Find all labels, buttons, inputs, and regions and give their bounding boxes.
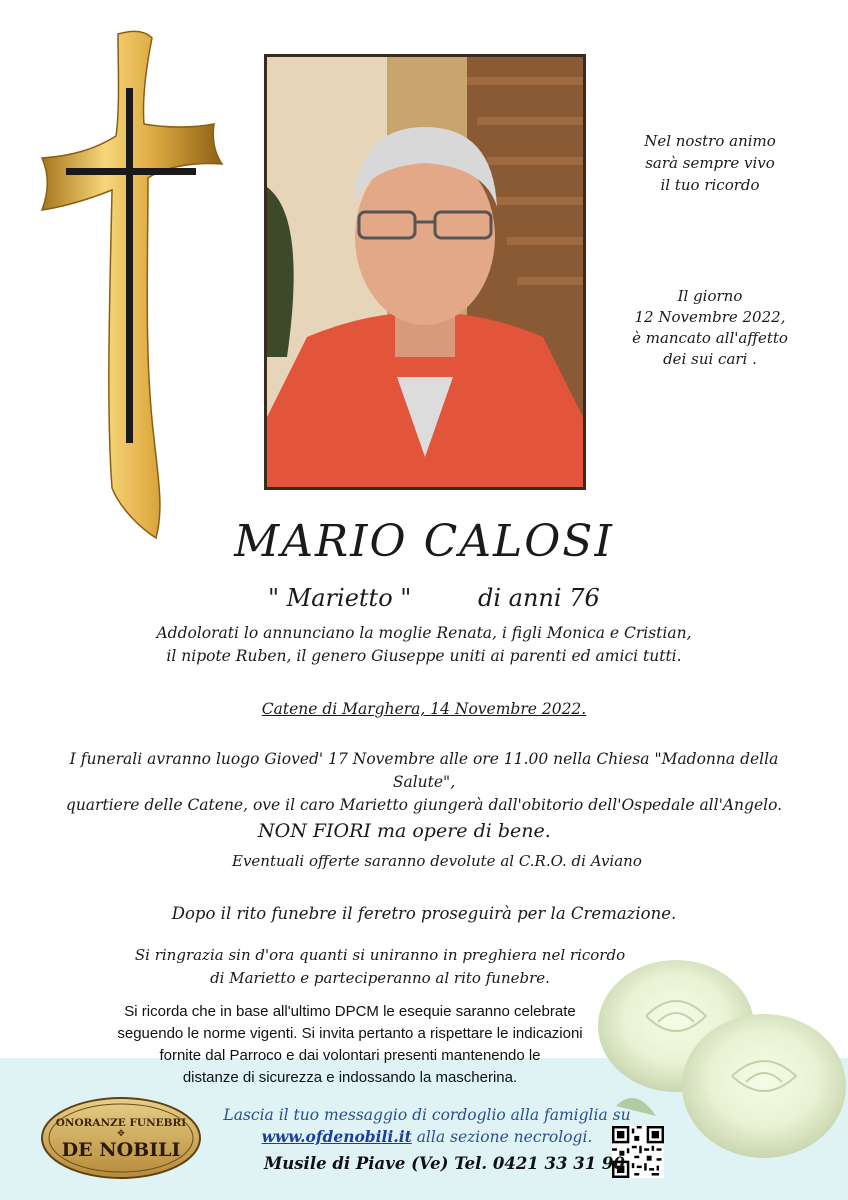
portrait-photo [264, 54, 586, 490]
dpcm-notice: Si ricorda che in base all'ultimo DPCM le esequie saranno celebrate seguendo le norme vigenti. Si invita pertanto a rispettare le indicazioni fornite dal Parroco e dai volontari presenti mantenendo le distanze di sicurezza e indossando la mascherina. [117, 1003, 583, 1086]
thanks-note: Si ringrazia sin d'ora quanti si uniranno in preghiera nel ricordo di Marietto e parteciperanno al rito funebre. [134, 946, 626, 987]
condolence-message: Lascia il tuo messaggio di cordoglio alla famiglia su www.ofdenobili.it alla sezione necrologi. [223, 1106, 631, 1146]
website-link[interactable]: www.ofdenobili.it [261, 1127, 412, 1146]
donations-note: Eventuali offerte saranno devolute al C.R.O. di Aviano [232, 852, 642, 870]
contact-info: Musile di Piave (Ve) Tel. 0421 33 31 90 [264, 1154, 625, 1173]
non-fiori-note: NON FIORI ma opere di bene. [258, 820, 551, 842]
de-nobili-logo [40, 1096, 202, 1180]
deceased-nickname: " Marietto " [268, 584, 412, 612]
deceased-name: MARIO CALOSI [234, 516, 614, 567]
announcement-text: Addolorati lo annunciano la moglie Renata, i figli Monica e Cristian, il nipote Ruben, il genero Giuseppe uniti ai parenti ed amici tutti. [156, 624, 692, 665]
place-date: Catene di Marghera, 14 Novembre 2022. [261, 700, 587, 718]
cross-icon [36, 28, 236, 548]
logo-main-text: DE NOBILI [61, 1139, 181, 1161]
deceased-age: di anni 76 [478, 584, 600, 612]
side-death-date: Il giorno 12 Novembre 2022, è mancato all'affetto dei sui cari . [632, 287, 788, 368]
cremation-note: Dopo il rito funebre il feretro proseguirà per la Cremazione. [171, 904, 677, 923]
logo-top-text: ONORANZE FUNEBRI [55, 1117, 187, 1129]
svg-text:✥: ✥ [117, 1129, 125, 1139]
funeral-details: I funerali avranno luogo Gioved' 17 Novembre alle ore 11.00 nella Chiesa "Madonna della Salute", quartiere delle Catene, ove il caro Marietto giungerà dall'obitorio dell'Ospedale all'Angelo. [65, 750, 783, 814]
side-quote: Nel nostro animo sarà sempre vivo il tuo ricordo [644, 132, 776, 194]
